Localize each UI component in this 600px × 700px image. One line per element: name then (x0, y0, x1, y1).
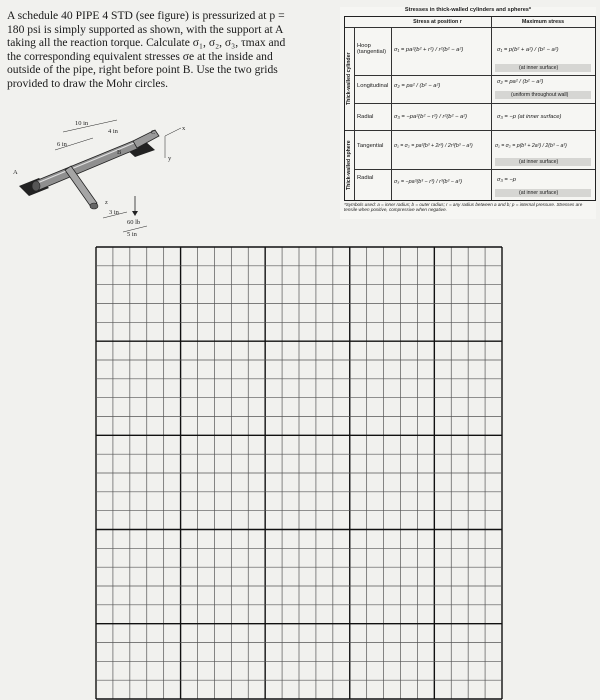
problem-line: outside of the pipe, right before point B. Use the two grids (7, 63, 278, 77)
row-max: σ₃ = −p (at inner surface) (497, 114, 562, 120)
row-type: Hoop (tangential) (357, 43, 387, 56)
row-note: (uniform throughout wall) (511, 92, 569, 98)
max-col-rule (491, 17, 492, 200)
table-caption: Stresses in thick-walled cylinders and spheres* (404, 7, 532, 13)
row-max: σ₃ = −p (497, 177, 517, 183)
point-c-label: C (151, 129, 156, 136)
row-rule (355, 75, 595, 76)
problem-line: 180 psi is simply supported as shown, with the support at A (7, 22, 284, 36)
axis-y-label: y (168, 155, 172, 162)
header-stress-at-position: Stress at position r (413, 19, 462, 25)
problem-line: the corresponding equivalent stresses σe at the inside and (7, 49, 273, 63)
point-b-label: B (117, 149, 122, 156)
group-separator (345, 130, 595, 131)
stress-table (340, 7, 596, 219)
row-type: Longitudinal (357, 83, 389, 89)
dim-label-4in: 4 in (108, 128, 118, 135)
group-label-sphere: Thick-walled sphere (346, 140, 352, 190)
mohr-circle-grid (95, 246, 503, 700)
row-formula: σ₁ = pa²(b² + r²) / r²(b² − a²) (394, 47, 464, 53)
dim-label-3in: 3 in (109, 209, 119, 216)
header-rule (345, 27, 595, 28)
problem-statement (7, 9, 332, 91)
axis-x-label: x (182, 125, 186, 132)
row-max: σ₁ = p(b² + a²) / (b² − a²) (497, 47, 559, 53)
problem-line: taking all the reaction torque. Calculate σ₁, σ₂, σ₃, τmax and (7, 36, 286, 50)
row-formula: σ₃ = −pa²(b² − r²) / r²(b² − a²) (394, 114, 468, 120)
group-label-cylinder: Thick-walled cylinder (346, 52, 352, 106)
dim-label-6in: 6 in (57, 141, 67, 148)
row-rule (355, 103, 595, 104)
row-rule (355, 169, 595, 170)
row-note: (at inner surface) (519, 65, 559, 71)
axis-z-label: z (105, 199, 108, 206)
arm-end (90, 203, 98, 209)
load-arrowhead (132, 211, 138, 216)
load-label: 60 lb (127, 219, 141, 226)
row-note: (at inner surface) (519, 190, 559, 196)
axis-x-line (165, 128, 181, 136)
table-footnote: *Symbols used: a = inner radius; b = outer radius; r = any radius between a and b; p = internal pressure. Stresses are tensile when positive, compressive when negative. (344, 202, 583, 213)
row-note: (at inner surface) (519, 159, 559, 165)
row-formula: σ₁ = σ₂ = pa³(b³ + 2r³) / 2r³(b³ − a³) (394, 143, 473, 149)
row-formula: σ₂ = pa² / (b² − a²) (394, 83, 441, 89)
point-a-label: A (13, 169, 18, 176)
row-type: Radial (357, 175, 374, 181)
row-max: σ₂ = pa² / (b² − a²) (497, 79, 544, 85)
problem-line: provided to draw the Mohr circles. (7, 76, 168, 90)
type-col-rule (391, 27, 392, 200)
dim-label-10in: 10 in (75, 120, 89, 127)
main-pipe (33, 141, 139, 190)
row-max: σ₁ = σ₂ = p(b³ + 2a³) / 2(b³ − a³) (495, 143, 567, 149)
row-formula: σ₃ = −pa³(b³ − r³) / r³(b³ − a³) (394, 179, 462, 185)
pipe-end-a (32, 181, 40, 191)
pipe-figure (5, 108, 195, 240)
group-col-rule (354, 27, 355, 200)
header-maximum-stress: Maximum stress (521, 19, 565, 25)
problem-line: A schedule 40 PIPE 4 STD (see figure) is pressurized at p = (7, 9, 285, 22)
dim-label-5in: 5 in (127, 231, 137, 238)
table-body (344, 16, 596, 201)
row-type: Radial (357, 114, 374, 120)
row-type: Tangential (357, 143, 384, 149)
